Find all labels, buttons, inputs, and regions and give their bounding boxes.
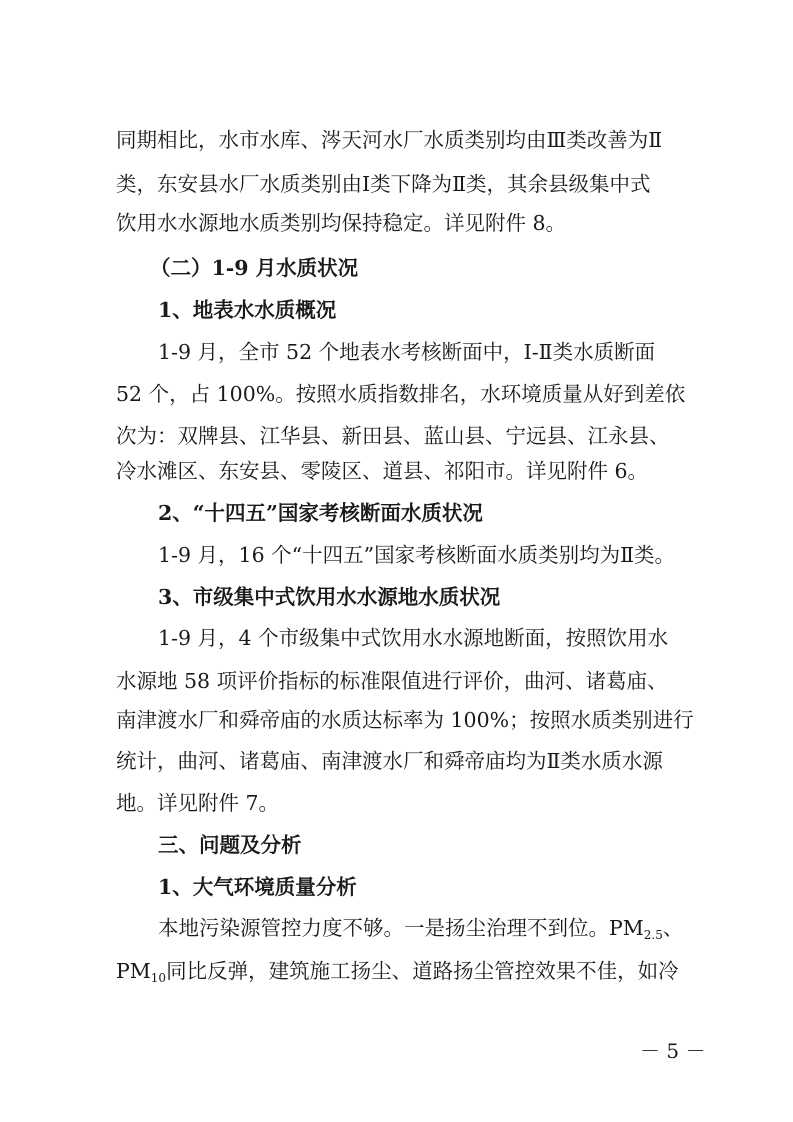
body-line-pm10 [116,958,686,991]
body-line: 同期相比，水市水库、涔天河水厂水质类别均由Ⅲ类改善为Ⅱ [116,128,663,152]
body-line: 1-9 月，全市 52 个地表水考核断面中，Ⅰ-Ⅱ类水质断面 [158,340,656,364]
subheading-drinking-water: 3、市级集中式饮用水水源地水质状况 [158,585,501,609]
body-line: 地。详见附件 7。 [116,791,280,815]
pm-text: PM [116,959,151,983]
body-line: 1-9 月，4 个市级集中式饮用水水源地断面，按照饮用水 [158,626,669,650]
section-heading-problems: 三、问题及分析 [158,833,302,857]
body-line: 水源地 58 项评价指标的标准限值进行评价，曲河、诸葛庙、 [116,669,668,693]
body-line: 次为：双牌县、江华县、新田县、蓝山县、宁远县、江永县、 [116,424,670,448]
subheading-national-sections: 2、“十四五”国家考核断面水质状况 [158,501,483,525]
subheading-surface-water: 1、地表水水质概况 [158,298,337,322]
punctuation: 、 [662,916,684,940]
body-line: 统计，曲河、诸葛庙、南津渡水厂和舜帝庙均为Ⅱ类水质水源 [116,749,663,773]
subheading-air-quality: 1、大气环境质量分析 [158,875,357,899]
pm10-subscript: 10 [150,971,167,985]
pm25-subscript: 2.5 [643,928,663,942]
section-heading-water-quality: （二）1-9 月水质状况 [150,256,359,280]
page-number: － 5 － [640,1039,706,1063]
body-line: 饮用水水源地水质类别均保持稳定。详见附件 8。 [116,211,567,235]
body-line-pm25 [158,915,728,948]
body-line: 南津渡水厂和舜帝庙的水质达标率为 100%；按照水质类别进行 [116,708,694,732]
body-line: 52 个，占 100%。按照水质指数排名，水环境质量从好到差依 [116,382,686,406]
body-line: 冷水滩区、东安县、零陵区、道县、祁阳市。详见附件 6。 [116,459,649,483]
body-line: 1-9 月，16 个“十四五”国家考核断面水质类别均为Ⅱ类。 [158,543,676,567]
body-text: 同比反弹，建筑施工扬尘、道路扬尘管控效果不佳，如冷 [166,959,679,983]
pm-text: 本地污染源管控力度不够。一是扬尘治理不到位。PM [158,916,644,940]
body-line: 类，东安县水厂水质类别由Ⅰ类下降为Ⅱ类，其余县级集中式 [116,172,651,196]
